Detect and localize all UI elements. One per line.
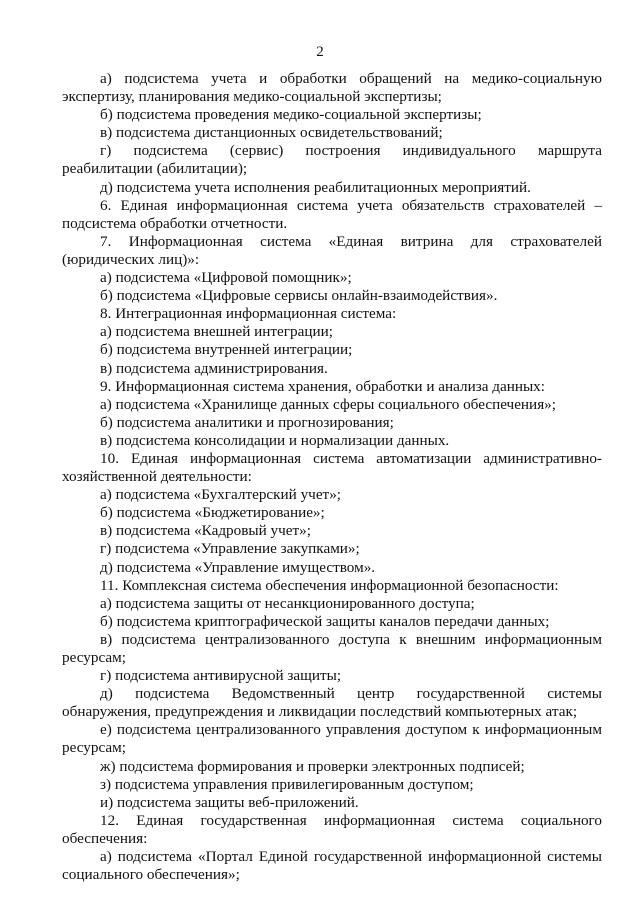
list-item: а) подсистема «Хранилище данных сферы социального обеспечения»;	[100, 395, 556, 413]
list-item: б) подсистема внутренней интеграции;	[100, 341, 353, 359]
list-item: б) подсистема «Цифровые сервисы онлайн-взаимодействия».	[100, 287, 498, 305]
list-item: д) подсистема учета исполнения реабилитационных мероприятий.	[100, 178, 531, 196]
section-item-12: 12. Единая государственная информационная система социального обеспечения:	[62, 811, 602, 847]
section-item-7: 7. Информационная система «Единая витрина для страхователей (юридических лиц)»:	[62, 232, 602, 268]
list-item: б) подсистема аналитики и прогнозирования;	[100, 413, 394, 431]
list-item: в) подсистема дистанционных освидетельствований;	[100, 124, 443, 142]
list-item: з) подсистема управления привилегированным доступом;	[100, 775, 474, 793]
section-item-6: 6. Единая информационная система учета обязательств страхователей – подсистема обработки отчетности.	[62, 196, 602, 232]
section-item-11: 11. Комплексная система обеспечения информационной безопасности:	[100, 576, 559, 594]
list-item: а) подсистема «Цифровой помощник»;	[100, 269, 352, 287]
document-body	[62, 70, 602, 884]
list-item: д) подсистема «Управление имуществом».	[100, 558, 376, 576]
section-item-10: 10. Единая информационная система автоматизации административно-хозяйственной деятельности:	[62, 449, 602, 486]
list-item: а) подсистема внешней интеграции;	[100, 323, 333, 341]
list-item: а) подсистема «Бухгалтерский учет»;	[100, 486, 342, 504]
list-item: в) подсистема консолидации и нормализации данных.	[100, 431, 450, 449]
page-number: 2	[316, 44, 324, 60]
list-item: а) подсистема «Портал Единой государственной информационной системы социального обеспечения»;	[62, 848, 602, 884]
list-item: а) подсистема защиты от несанкционированного доступа;	[100, 594, 475, 612]
section-item-9: 9. Информационная система хранения, обработки и анализа данных:	[100, 377, 545, 395]
list-item: а) подсистема учета и обработки обращений на медико-социальную экспертизу, планирования медико-социальной экспертизы;	[62, 70, 602, 106]
list-item: г) подсистема (сервис) построения индивидуального маршрута реабилитации (абилитации);	[62, 142, 602, 178]
list-item: и) подсистема защиты веб-приложений.	[100, 793, 359, 811]
list-item: б) подсистема криптографической защиты каналов передачи данных;	[100, 612, 550, 630]
list-item: д) подсистема Ведомственный центр государственной системы обнаружения, предупреждения и ликвидации последствий компьютерных атак;	[62, 685, 602, 721]
list-item: г) подсистема «Управление закупками»;	[100, 540, 360, 558]
list-item: в) подсистема «Кадровый учет»;	[100, 522, 311, 540]
list-item: б) подсистема «Бюджетирование»;	[100, 504, 325, 522]
list-item: в) подсистема администрирования.	[100, 359, 328, 377]
list-item: ж) подсистема формирования и проверки электронных подписей;	[100, 757, 525, 775]
list-item: в) подсистема централизованного доступа к внешним информационным ресурсам;	[62, 630, 602, 666]
list-item: б) подсистема проведения медико-социальной экспертизы;	[100, 106, 482, 124]
list-item: е) подсистема централизованного управления доступом к информационным ресурсам;	[62, 721, 602, 757]
list-item: г) подсистема антивирусной защиты;	[100, 667, 342, 685]
section-item-8: 8. Интеграционная информационная система:	[100, 305, 397, 323]
